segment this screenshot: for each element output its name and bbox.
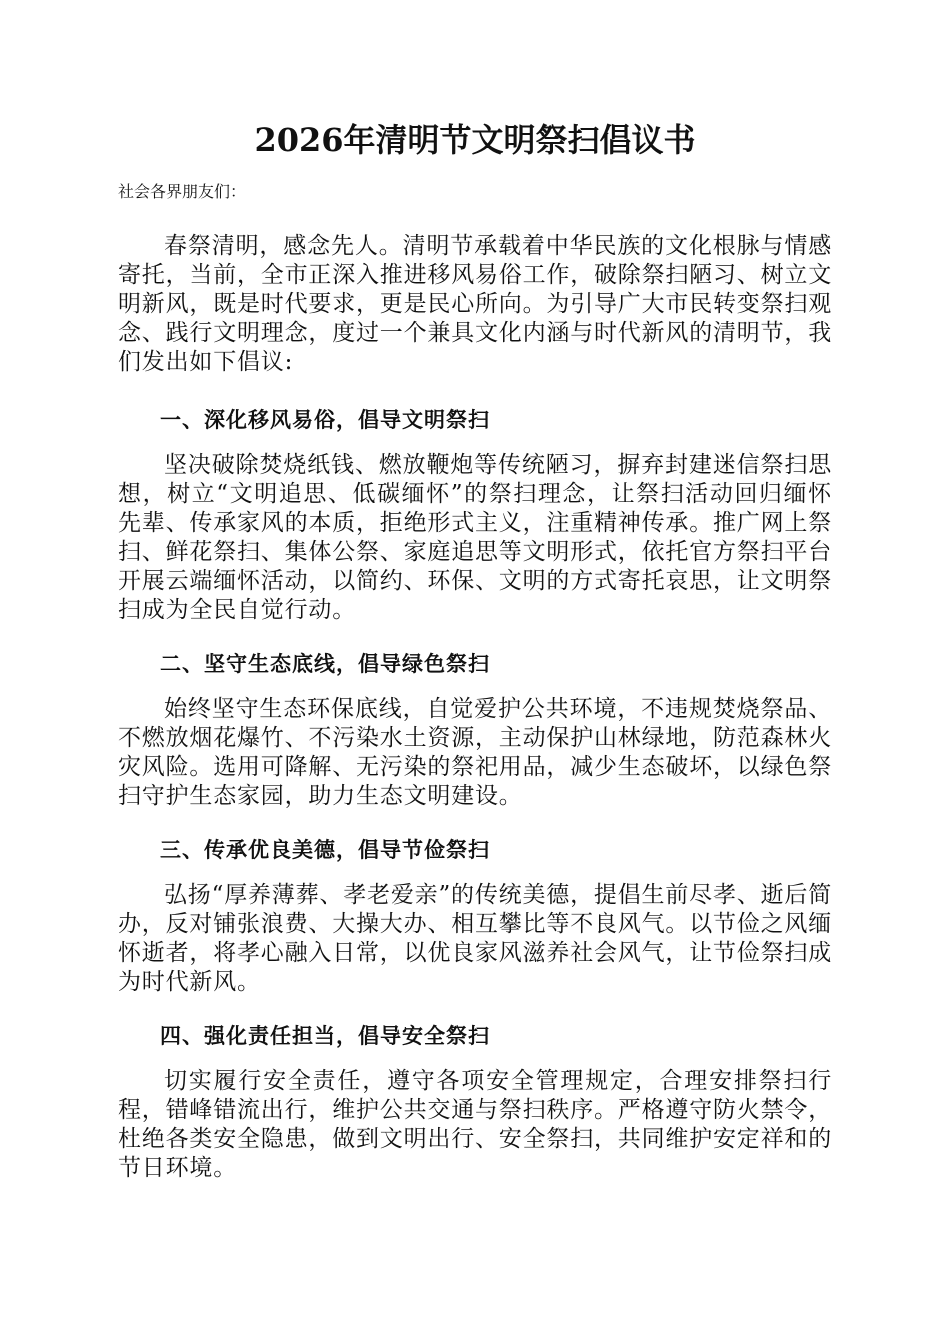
section-body-4: 切实履行安全责任，遵守各项安全管理规定，合理安排祭扫行程，错峰错流出行，维护公共交通与祭扫秩序。严格遵守防火禁令，杜绝各类安全隐患，做到文明出行、安全祭扫，共同维护安定祥和的节日环境。 (118, 1068, 832, 1181)
section-heading-3: 三、传承优良美德，倡导节俭祭扫 (160, 837, 490, 862)
section-heading-1: 一、深化移风易俗，倡导文明祭扫 (160, 407, 490, 432)
section-heading-4: 四、强化责任担当，倡导安全祭扫 (160, 1023, 490, 1048)
section-heading-2: 二、坚守生态底线，倡导绿色祭扫 (160, 651, 490, 676)
section-body-1: 坚决破除焚烧纸钱、燃放鞭炮等传统陋习，摒弃封建迷信祭扫思想，树立“文明追思、低碳缅怀”的祭扫理念，让祭扫活动回归缅怀先辈、传承家风的本质，拒绝形式主义，注重精神传承。推广网上祭扫、鲜花祭扫、集体公祭、家庭追思等文明形式，依托官方祭扫平台开展云端缅怀活动，以简约、环保、文明的方式寄托哀思，让文明祭扫成为全民自觉行动。 (118, 452, 832, 623)
document-title: 2026年清明节文明祭扫倡议书 (254, 121, 696, 159)
section-body-3: 弘扬“厚养薄葬、孝老爱亲”的传统美德，提倡生前尽孝、逝后简办，反对铺张浪费、大操大办、相互攀比等不良风气。以节俭之风缅怀逝者，将孝心融入日常，以优良家风滋养社会风气，让节俭祭扫成为时代新风。 (118, 882, 832, 995)
intro-paragraph: 春祭清明，感念先人。清明节承载着中华民族的文化根脉与情感寄托，当前，全市正深入推进移风易俗工作，破除祭扫陋习、树立文明新风，既是时代要求，更是民心所向。为引导广大市民转变祭扫观念、践行文明理念，度过一个兼具文化内涵与时代新风的清明节，我们发出如下倡议: (118, 233, 832, 375)
section-body-2: 始终坚守生态环保底线，自觉爱护公共环境，不违规焚烧祭品、不燃放烟花爆竹、不污染水土资源，主动保护山林绿地，防范森林火灾风险。选用可降解、无污染的祭祀用品，减少生态破坏，以绿色祭扫守护生态家园，助力生态文明建设。 (118, 696, 832, 809)
salutation: 社会各界朋友们： (118, 182, 247, 201)
